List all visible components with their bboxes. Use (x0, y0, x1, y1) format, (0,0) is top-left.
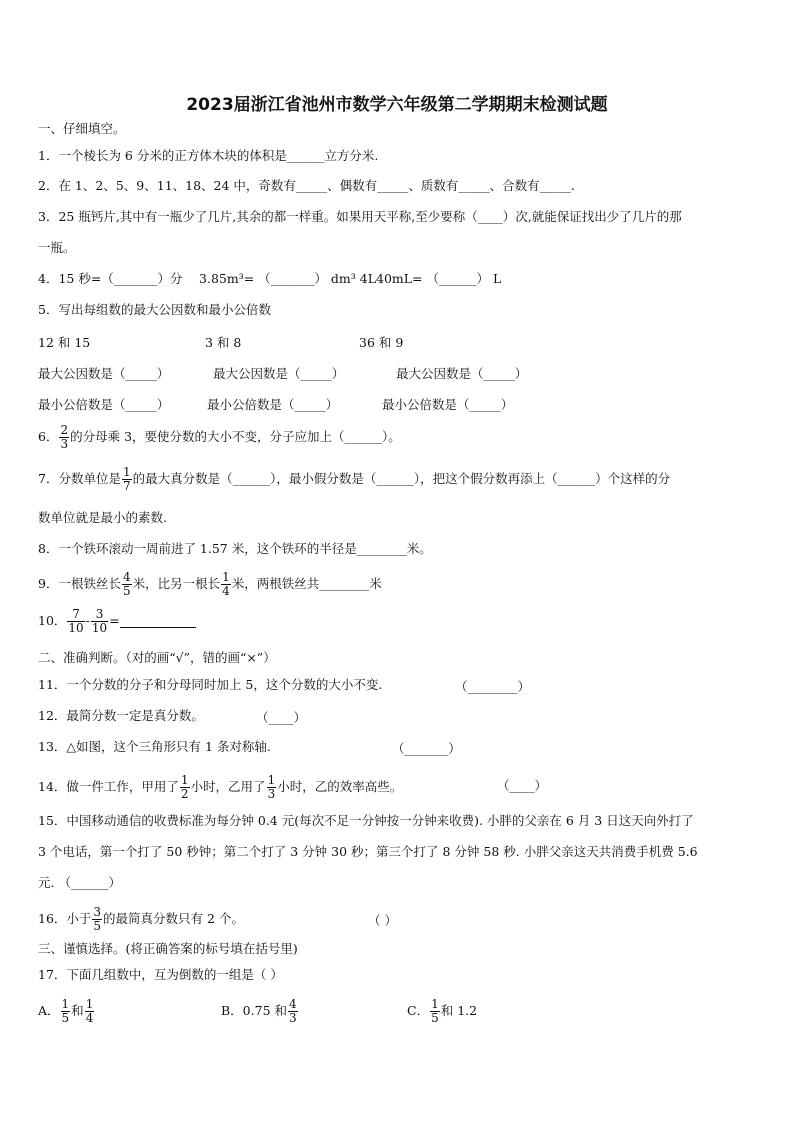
q14-answer-blank: （____） (497, 778, 548, 793)
q5-group-2: 3 和 8 (205, 335, 242, 350)
question-12: 12．最简分数一定是真分数。 (38, 708, 204, 723)
q14-text: 小时，乙的效率高些。 (277, 779, 403, 794)
q17-a-numerator-2: 1 (85, 997, 94, 1011)
q5-group-3: 36 和 9 (359, 335, 404, 350)
q10-numerator-1: 7 (67, 608, 84, 622)
q17-a-denominator-1: 5 (61, 1011, 70, 1025)
question-7-line-1 (38, 466, 670, 493)
q10-answer-blank (120, 615, 196, 628)
q11-answer-blank: （________） (455, 679, 531, 694)
q9-fraction-2 (221, 571, 231, 598)
q10-equals: = (109, 613, 120, 628)
q7-fraction (122, 466, 132, 493)
q9-middle: 米，比另一根长 (132, 576, 221, 591)
question-10 (38, 608, 196, 635)
q17-option-c (407, 998, 477, 1025)
q17-option-a (38, 998, 95, 1025)
question-15-line-3: 元. （______） (38, 875, 121, 890)
q5-gcd-2: 最大公因数是（_____） (213, 366, 345, 381)
q9-text: 米，两根铁丝共________米 (231, 576, 382, 591)
question-14 (38, 774, 402, 801)
q16-fraction (92, 906, 102, 933)
q7-denominator: 7 (122, 479, 131, 493)
q10-prefix: 10． (38, 613, 67, 628)
q14-prefix: 14．做一件工作，甲用了 (38, 779, 179, 794)
q6-fraction (59, 424, 69, 451)
q14-fraction-2 (267, 774, 277, 801)
q9-numerator-1: 4 (122, 570, 131, 584)
q10-fraction-1 (67, 608, 84, 635)
q7-text: 的最大真分数是（______），最小假分数是（______），把这个假分数再添上（______）个这样的分 (132, 471, 671, 486)
q14-denominator-1: 2 (180, 787, 189, 801)
q6-prefix: 6． (38, 429, 59, 444)
q5-lcm-1: 最小公倍数是（_____） (38, 397, 170, 412)
question-11: 11．一个分数的分子和分母同时加上 5，这个分数的大小不变. (38, 677, 383, 692)
q10-denominator-1: 10 (68, 621, 84, 635)
q7-prefix: 7．分数单位是 (38, 471, 121, 486)
q17-b-label: B．0.75 和 (221, 1003, 287, 1018)
q10-denominator-2: 10 (91, 621, 108, 635)
q10-fraction-2 (91, 608, 108, 635)
question-9 (38, 571, 382, 598)
q17-c-label: C． (407, 1003, 430, 1018)
section-3-heading: 三、谨慎选择。(将正确答案的标号填在括号里) (38, 941, 298, 956)
page-title: 2023届浙江省池州市数学六年级第二学期期末检测试题 (186, 95, 608, 115)
q14-numerator-1: 1 (180, 773, 189, 787)
question-16 (38, 906, 244, 933)
question-8: 8．一个铁环滚动一周前进了 1.57 米，这个铁环的半径是________米。 (38, 541, 432, 556)
q14-denominator-2: 3 (267, 787, 276, 801)
q5-lcm-3: 最小公倍数是（_____） (382, 397, 514, 412)
question-2: 2．在 1、2、5、9、11、18、24 中，奇数有_____、偶数有_____、质数有_____、合数有_____. (38, 178, 575, 193)
question-6 (38, 424, 401, 451)
q16-answer-blank: （ ） (368, 913, 397, 928)
q6-denominator: 3 (60, 437, 69, 451)
q9-denominator-1: 5 (122, 584, 131, 598)
q16-prefix: 16．小于 (38, 911, 92, 926)
question-4: 4．15 秒=（_______）分 3.85m³= （_______） dm³ 4L40mL= （______） L (38, 271, 502, 286)
q17-a-fraction-1 (61, 998, 71, 1025)
q17-option-b (221, 998, 299, 1025)
question-1: 1．一个棱长为 6 分米的正方体木块的体积是______立方分米. (38, 148, 379, 163)
q16-text: 的最简真分数只有 2 个。 (103, 911, 244, 926)
q17-b-numerator: 4 (289, 997, 297, 1011)
q6-text: 的分母乘 3，要使分数的大小不变，分子应加上（______）。 (70, 429, 401, 444)
q9-denominator-2: 4 (222, 584, 230, 598)
question-15-line-1: 15．中国移动通信的收费标准为每分钟 0.4 元(每次不足一分钟按一分钟来收费). 小胖的父亲在 6 月 3 日这天向外打了 (38, 813, 694, 828)
q17-a-denominator-2: 4 (85, 1011, 94, 1025)
section-2-heading: 二、准确判断。（对的画“√”，错的画“×”） (38, 650, 276, 665)
q17-a-and: 和 (71, 1003, 84, 1018)
q7-numerator: 1 (122, 465, 131, 479)
q17-b-denominator: 3 (289, 1011, 297, 1025)
question-3-line-1: 3．25 瓶钙片,其中有一瓶少了几片,其余的都一样重。如果用天平称,至少要称（____）次,就能保证找出少了几片的那 (38, 209, 682, 224)
question-5: 5．写出每组数的最大公因数和最小公倍数 (38, 302, 271, 317)
question-13: 13．△如图，这个三角形只有 1 条对称轴. (38, 739, 271, 754)
q17-a-fraction-2 (85, 998, 95, 1025)
q14-middle: 小时，乙用了 (190, 779, 266, 794)
q17-a-numerator-1: 1 (61, 997, 70, 1011)
q16-denominator: 5 (93, 919, 102, 933)
q14-fraction-1 (180, 774, 190, 801)
q17-b-fraction (288, 998, 298, 1025)
q17-a-label: A． (38, 1003, 60, 1018)
section-1-heading: 一、仔细填空。 (38, 121, 126, 136)
q9-prefix: 9．一根铁丝长 (38, 576, 121, 591)
q17-c-fraction (430, 998, 440, 1025)
q9-numerator-2: 1 (222, 570, 230, 584)
q17-c-denominator: 5 (431, 1011, 439, 1025)
q17-c-numerator: 1 (431, 997, 439, 1011)
q13-answer-blank: （_______） (392, 741, 461, 756)
q14-numerator-2: 1 (267, 773, 276, 787)
q10-minus: - (85, 613, 90, 628)
q16-numerator: 3 (93, 905, 102, 919)
q5-lcm-2: 最小公倍数是（_____） (207, 397, 339, 412)
q10-numerator-2: 3 (91, 608, 108, 622)
q5-group-1: 12 和 15 (38, 335, 91, 350)
q9-fraction-1 (122, 571, 132, 598)
question-3-line-2: 一瓶。 (38, 240, 76, 255)
q5-gcd-1: 最大公因数是（_____） (38, 366, 170, 381)
q17-c-text: 和 1.2 (440, 1003, 478, 1018)
question-17: 17．下面几组数中，互为倒数的一组是（ ） (38, 967, 283, 982)
q12-answer-blank: （____） (256, 710, 307, 725)
question-7-line-2: 数单位就是最小的素数. (38, 510, 167, 525)
question-15-line-2: 3 个电话，第一个打了 50 秒钟；第二个打了 3 分钟 30 秒；第三个打了 8 分钟 58 秒. 小胖父亲这天共消费手机费 5.6 (38, 844, 698, 859)
q6-numerator: 2 (60, 423, 69, 437)
q5-gcd-3: 最大公因数是（_____） (396, 366, 528, 381)
